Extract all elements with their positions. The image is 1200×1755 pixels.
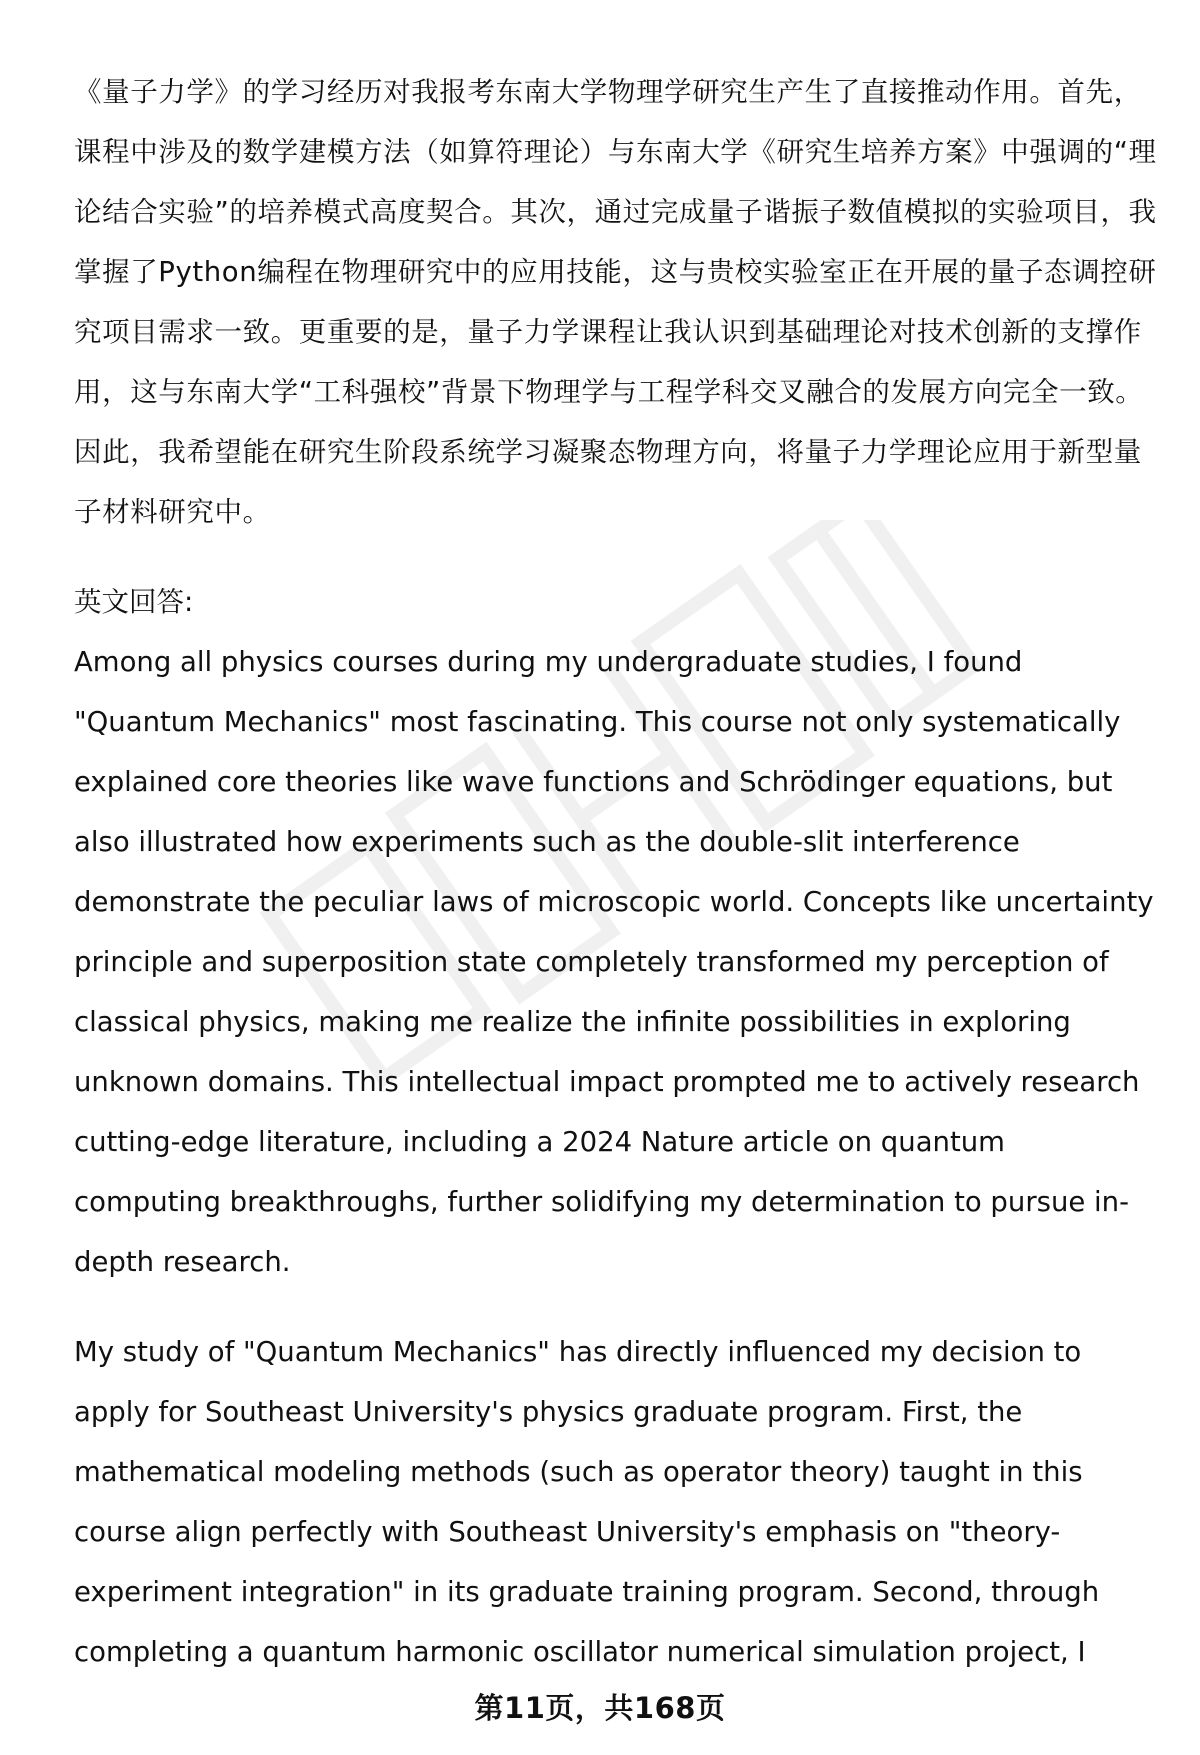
english-answer-paragraph-1: Among all physics courses during my undergraduate studies, I found "Quantum Mechanics" most fascinating. This course not only systematically explained core theories like wave functions and Schrödinger equations, but also illustrated how experiments such as the double-slit interference demonstrate the peculiar laws of microscopic world. Concepts like uncertainty principle and superposition state completely transformed my perception of classical physics, making me realize the infinite possibilities in exploring unknown domains. This intellectual impact prompted me to actively research cutting-edge literature, including a 2024 Nature article on quantum computing breakthroughs, further solidifying my determination to pursue in-depth research.: [74, 646, 1154, 1278]
chinese-answer-paragraph: 《量子力学》的学习经历对我报考东南大学物理学研究生产生了直接推动作用。首先，课程中涉及的数学建模方法（如算符理论）与东南大学《研究生培养方案》中强调的“理论结合实验”的培养模式高度契合。其次，通过完成量子谐振子数值模拟的实验项目，我掌握了Python编程在物理研究中的应用技能，这与贵校实验室正在开展的量子态调控研究项目需求一致。更重要的是，量子力学课程让我认识到基础理论对技术创新的支撑作用，这与东南大学“工科强校”背景下物理学与工程学科交叉融合的发展方向完全一致。因此，我希望能在研究生阶段系统学习凝聚态物理方向，将量子力学理论应用于新型量子材料研究中。: [74, 76, 1157, 528]
page-content: [74, 62, 1159, 1682]
page-number-footer: 第11页，共168页: [474, 1691, 726, 1725]
paragraph-spacer: [74, 1292, 1159, 1322]
paragraph-spacer: [74, 542, 1159, 572]
english-answer-heading: 英文回答:: [74, 586, 194, 618]
english-answer-paragraph-2: My study of "Quantum Mechanics" has directly influenced my decision to apply for Southeast University's physics graduate program. First, the mathematical modeling methods (such as operator theory) taught in this course align perfectly with Southeast University's emphasis on "theory-experiment integration" in its graduate training program. Second, through completing a quantum harmonic oscillator numerical simulation project, I: [74, 1336, 1100, 1668]
